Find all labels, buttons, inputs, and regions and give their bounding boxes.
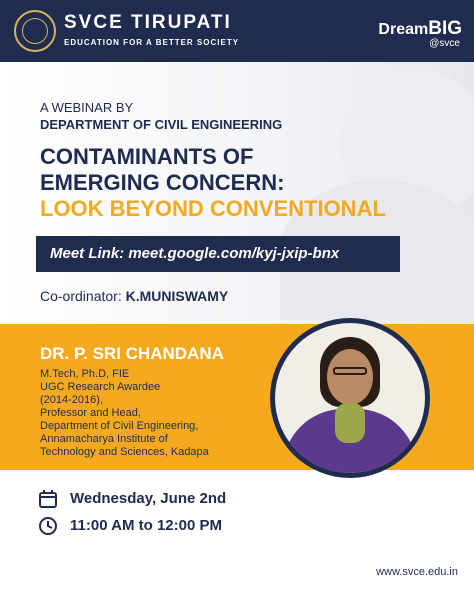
speaker-credential-line: Annamacharya Institute of: [40, 433, 168, 445]
dream-prefix: Dream: [378, 21, 429, 38]
speaker-name: DR. P. SRI CHANDANA: [40, 344, 224, 363]
coordinator-name: K.MUNISWAMY: [125, 288, 229, 304]
department-name: DEPARTMENT OF CIVIL ENGINEERING: [40, 117, 283, 132]
event-title-line2: EMERGING CONCERN:: [40, 170, 285, 195]
calendar-icon: [38, 489, 58, 509]
speaker-credential-line: Technology and Sciences, Kadapa: [40, 446, 209, 458]
meet-link-text[interactable]: Meet Link: meet.google.com/kyj-jxip-bnx: [50, 245, 340, 262]
college-seal-logo: [14, 10, 56, 52]
event-title-line1: CONTAMINANTS OF: [40, 144, 254, 169]
speaker-credential-line: M.Tech, Ph.D, FIE: [40, 368, 130, 380]
speaker-credential-line: Professor and Head,: [40, 407, 141, 419]
brand-subtitle: EDUCATION FOR A BETTER SOCIETY: [64, 38, 240, 47]
event-title-line3: LOOK BEYOND CONVENTIONAL: [40, 196, 386, 221]
speaker-credential-line: Department of Civil Engineering,: [40, 420, 199, 432]
clock-icon: [38, 516, 58, 536]
webinar-intro: A WEBINAR BY: [40, 100, 134, 115]
website-link[interactable]: www.svce.edu.in: [376, 566, 458, 578]
dream-big: BIG: [428, 18, 462, 39]
dreambig-logo: [378, 18, 462, 40]
header-bar: [0, 0, 474, 62]
event-time: 11:00 AM to 12:00 PM: [70, 517, 222, 534]
coordinator: [40, 288, 228, 304]
coordinator-label: Co-ordinator:: [40, 288, 122, 304]
speaker-photo: [270, 318, 430, 478]
social-handle: @svce: [429, 38, 460, 49]
event-date: Wednesday, June 2nd: [70, 490, 227, 507]
meet-link-banner[interactable]: [36, 236, 400, 272]
brand-title: SVCE TIRUPATI: [64, 12, 232, 33]
speaker-credential-line: (2014-2016),: [40, 394, 103, 406]
speaker-credential-line: UGC Research Awardee: [40, 381, 161, 393]
